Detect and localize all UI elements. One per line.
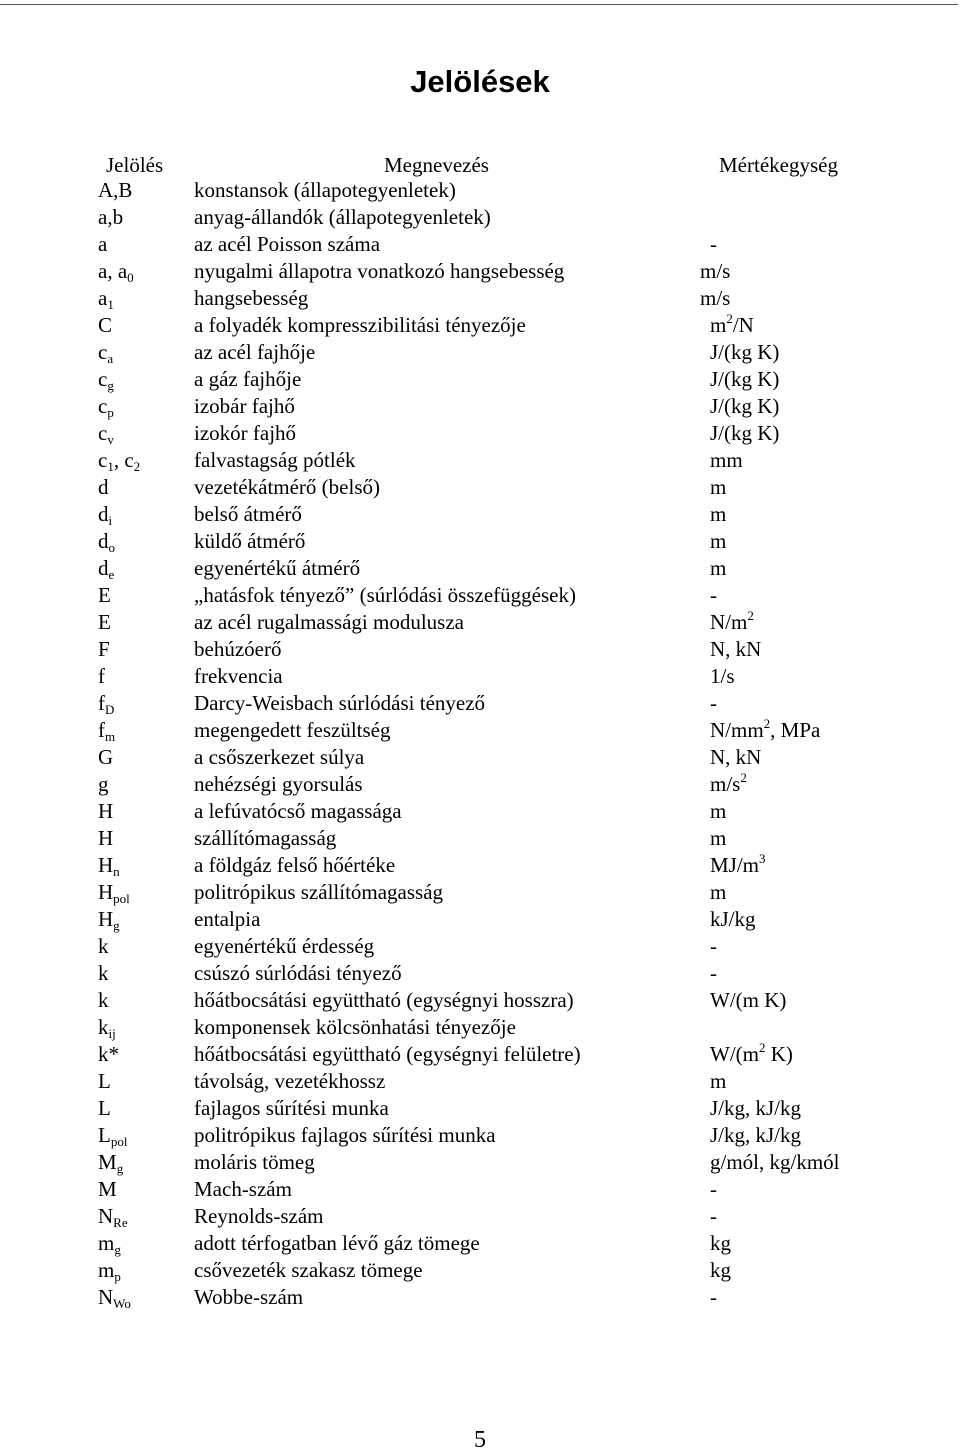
name-cell: hőátbocsátási együttható (egységnyi hosszra) [194, 988, 574, 1012]
symbol-subscript: g [114, 1242, 121, 1257]
table-row [0, 1068, 960, 1095]
name-cell: az acél rugalmassági modulusza [194, 610, 464, 634]
symbol-cell: k [98, 961, 109, 985]
unit-cell: J/kg, kJ/kg [710, 1123, 802, 1147]
unit-cell: 1/s [710, 664, 735, 688]
symbol-cell: $f_m$ [98, 718, 116, 744]
name-cell: a lefúvatócső magassága [194, 799, 402, 823]
name-cell: Darcy-Weisbach súrlódási tényező [194, 691, 486, 715]
table-row [0, 798, 960, 825]
unit-superscript: 2 [726, 311, 733, 326]
unit-cell: $m^2/N$ [710, 311, 754, 337]
symbol-subscript: 0 [127, 270, 134, 285]
top-border-line [0, 4, 958, 5]
symbol-cell: a,b [98, 205, 124, 229]
unit-cell: N, kN [710, 745, 762, 769]
table-row [0, 609, 960, 636]
unit-cell: J/(kg K) [710, 367, 780, 391]
unit-cell: m [710, 799, 727, 823]
name-cell: megengedett feszültség [194, 718, 391, 742]
unit-cell: - [710, 1285, 717, 1309]
table-row [0, 1122, 960, 1149]
name-cell: izokór fajhő [194, 421, 297, 445]
symbol-cell: H [98, 799, 114, 823]
table-row [0, 1176, 960, 1203]
notation-table [0, 177, 960, 1311]
unit-cell: N, kN [710, 637, 762, 661]
name-cell: adott térfogatban lévő gáz tömege [194, 1231, 480, 1255]
name-cell: belső átmérő [194, 502, 302, 526]
symbol-subscript: v [107, 432, 114, 447]
name-cell: hőátbocsátási együttható (egységnyi felületre) [194, 1042, 581, 1066]
name-cell: anyag-állandók (állapotegyenletek) [194, 205, 491, 229]
table-row [0, 474, 960, 501]
symbol-cell: $M_g$ [98, 1150, 124, 1176]
table-row [0, 1230, 960, 1257]
symbol-subscript: 1 [107, 459, 114, 474]
unit-cell: m [710, 529, 727, 553]
symbol-cell: $m_g$ [98, 1231, 121, 1257]
name-cell: politrópikus fajlagos sűrítési munka [194, 1123, 496, 1147]
table-row [0, 231, 960, 258]
symbol-subscript: e [108, 567, 115, 582]
table-row [0, 1041, 960, 1068]
symbol-cell: $H_n$ [98, 853, 120, 879]
symbol-cell: $k_{ij}$ [98, 1015, 116, 1041]
symbol-subscript: D [105, 702, 115, 717]
unit-cell: m/s [700, 286, 731, 310]
unit-cell: - [710, 961, 717, 985]
unit-cell: m/s [700, 259, 731, 283]
unit-cell: - [710, 691, 717, 715]
unit-cell: m [710, 502, 727, 526]
symbol-subscript: g [113, 918, 120, 933]
symbol-cell: L [98, 1096, 111, 1120]
name-cell: frekvencia [194, 664, 283, 688]
symbol-subscript: ij [108, 1026, 116, 1041]
unit-cell: J/kg, kJ/kg [710, 1096, 802, 1120]
unit-cell: W/(m K) [710, 988, 787, 1012]
name-cell: politrópikus szállítómagasság [194, 880, 444, 904]
symbol-cell: $H_{pol}$ [98, 880, 130, 906]
symbol-cell: $d_o$ [98, 529, 115, 555]
unit-cell: kJ/kg [710, 907, 756, 931]
symbol-cell: $c_p$ [98, 394, 114, 420]
unit-cell: m [710, 826, 727, 850]
table-row [0, 204, 960, 231]
unit-superscript: 2 [747, 608, 754, 623]
unit-cell: m [710, 880, 727, 904]
symbol-cell: $H_g$ [98, 907, 120, 933]
table-row [0, 339, 960, 366]
header-name: Megnevezés [384, 153, 489, 177]
table-row [0, 1284, 960, 1311]
name-cell: Wobbe-szám [194, 1285, 304, 1309]
table-row [0, 555, 960, 582]
name-cell: entalpia [194, 907, 261, 931]
symbol-cell: k [98, 988, 109, 1012]
table-row [0, 1095, 960, 1122]
table-row [0, 879, 960, 906]
unit-superscript: 2 [763, 716, 771, 731]
table-row [0, 177, 960, 204]
symbol-cell: F [98, 637, 110, 661]
table-row [0, 987, 960, 1014]
symbol-cell: k* [98, 1042, 119, 1066]
symbol-subscript: Re [113, 1215, 128, 1230]
symbol-cell: $N_{Wo}$ [98, 1285, 131, 1311]
name-cell: falvastagság pótlék [194, 448, 356, 472]
name-cell: behúzóerő [194, 637, 282, 661]
symbol-subscript: p [114, 1269, 121, 1284]
name-cell: csúszó súrlódási tényező [194, 961, 402, 985]
symbol-cell: a [98, 232, 108, 256]
table-row [0, 312, 960, 339]
name-cell: a folyadék kompresszibilitási tényezője [194, 313, 526, 337]
symbol-cell: $f_D$ [98, 691, 115, 717]
unit-cell: - [710, 232, 717, 256]
name-cell: egyenértékű érdesség [194, 934, 375, 958]
table-row [0, 366, 960, 393]
table-row [0, 1149, 960, 1176]
unit-cell: - [710, 583, 717, 607]
unit-cell: m [710, 556, 727, 580]
unit-cell: - [710, 934, 717, 958]
unit-superscript: 2 [758, 1040, 766, 1055]
name-cell: Mach-szám [194, 1177, 292, 1201]
unit-cell: J/(kg K) [710, 421, 780, 445]
symbol-cell: $d_e$ [98, 556, 115, 582]
symbol-cell: a, $a_0$ [98, 259, 134, 285]
symbol-subscript: 2 [133, 459, 141, 474]
name-cell: távolság, vezetékhossz [194, 1069, 386, 1093]
table-row [0, 393, 960, 420]
page-number: 5 [474, 1427, 486, 1453]
symbol-cell: M [98, 1177, 117, 1201]
table-row [0, 933, 960, 960]
name-cell: a csőszerkezet súlya [194, 745, 365, 769]
symbol-subscript: p [107, 405, 114, 420]
name-cell: nehézségi gyorsulás [194, 772, 363, 796]
symbol-cell: A,B [98, 178, 133, 202]
symbol-cell: $d_i$ [98, 502, 113, 528]
name-cell: egyenértékű átmérő [194, 556, 361, 580]
unit-cell: kg [710, 1258, 731, 1282]
name-cell: fajlagos sűrítési munka [194, 1096, 389, 1120]
table-row [0, 690, 960, 717]
symbol-cell: k [98, 934, 109, 958]
table-row [0, 744, 960, 771]
name-cell: Reynolds-szám [194, 1204, 324, 1228]
symbol-cell: $c_a$ [98, 340, 114, 366]
name-cell: csővezeték szakasz tömege [194, 1258, 423, 1282]
symbol-subscript: g [107, 378, 114, 393]
symbol-cell: G [98, 745, 114, 769]
symbol-subscript: pol [113, 891, 130, 906]
unit-superscript: 2 [740, 770, 747, 785]
name-cell: komponensek kölcsönhatási tényezője [194, 1015, 516, 1039]
unit-cell: J/(kg K) [710, 340, 780, 364]
table-row [0, 825, 960, 852]
name-cell: moláris tömeg [194, 1150, 315, 1174]
symbol-cell: $c_v$ [98, 421, 114, 447]
symbol-cell: L [98, 1069, 111, 1093]
unit-cell: kg [710, 1231, 731, 1255]
name-cell: vezetékátmérő (belső) [194, 475, 380, 499]
name-cell: hangsebesség [194, 286, 309, 310]
table-row [0, 447, 960, 474]
symbol-subscript: g [116, 1161, 124, 1176]
table-row [0, 960, 960, 987]
symbol-cell: $a_1$ [98, 286, 114, 312]
table-row [0, 717, 960, 744]
table-row [0, 258, 960, 285]
symbol-subscript: m [105, 729, 116, 744]
table-row [0, 906, 960, 933]
symbol-cell: H [98, 826, 114, 850]
name-cell: konstansok (állapotegyenletek) [194, 178, 456, 202]
symbol-cell: E [98, 583, 111, 607]
symbol-cell: $N_{Re}$ [98, 1204, 128, 1230]
name-cell: nyugalmi állapotra vonatkozó hangsebesség [194, 259, 565, 283]
table-row [0, 636, 960, 663]
symbol-cell: C [98, 313, 113, 337]
name-cell: „hatásfok tényező” (súrlódási összefüggések) [194, 583, 576, 607]
table-row [0, 501, 960, 528]
symbol-subscript: a [107, 351, 114, 366]
symbol-subscript: i [108, 513, 113, 528]
symbol-cell: d [98, 475, 109, 499]
symbol-cell: $c_g$ [98, 367, 114, 393]
name-cell: az acél Poisson száma [194, 232, 381, 256]
name-cell: a földgáz felső hőértéke [194, 853, 396, 877]
unit-cell: - [710, 1177, 717, 1201]
table-row [0, 852, 960, 879]
header-symbol: Jelölés [106, 153, 164, 177]
symbol-cell: $m_p$ [98, 1258, 121, 1284]
unit-cell: $N/m^2$ [710, 608, 754, 634]
table-row [0, 1257, 960, 1284]
name-cell: izobár fajhő [194, 394, 295, 418]
unit-cell: $W/(m^2$ K) [710, 1040, 793, 1066]
table-row [0, 528, 960, 555]
unit-cell: mm [710, 448, 743, 472]
symbol-cell: $L_{pol}$ [98, 1123, 128, 1149]
unit-cell: g/mól, kg/kmól [710, 1150, 840, 1174]
table-row [0, 285, 960, 312]
unit-cell: $N/mm^2$, MPa [710, 716, 821, 742]
unit-cell: $m/s^2$ [710, 770, 747, 796]
symbol-cell: f [98, 664, 105, 688]
symbol-subscript: pol [110, 1134, 128, 1149]
table-row [0, 1014, 960, 1041]
symbol-cell: $c_1$, $c_2$ [98, 448, 141, 474]
name-cell: szállítómagasság [194, 826, 337, 850]
symbol-cell: E [98, 610, 111, 634]
page-title: Jelölések [410, 64, 550, 99]
name-cell: a gáz fajhője [194, 367, 302, 391]
symbol-subscript: o [108, 540, 115, 555]
unit-cell: J/(kg K) [710, 394, 780, 418]
name-cell: az acél fajhője [194, 340, 316, 364]
header-unit: Mértékegység [719, 153, 838, 177]
symbol-subscript: Wo [113, 1296, 131, 1311]
table-row [0, 420, 960, 447]
table-row [0, 1203, 960, 1230]
name-cell: küldő átmérő [194, 529, 306, 553]
unit-cell: m [710, 475, 727, 499]
table-row [0, 582, 960, 609]
symbol-subscript: n [113, 864, 120, 879]
table-row [0, 663, 960, 690]
symbol-subscript: 1 [107, 297, 114, 312]
unit-cell: - [710, 1204, 717, 1228]
unit-cell: $MJ/m^3$ [710, 851, 766, 877]
symbol-cell: g [98, 772, 109, 796]
table-row [0, 771, 960, 798]
unit-superscript: 3 [759, 851, 766, 866]
unit-cell: m [710, 1069, 727, 1093]
